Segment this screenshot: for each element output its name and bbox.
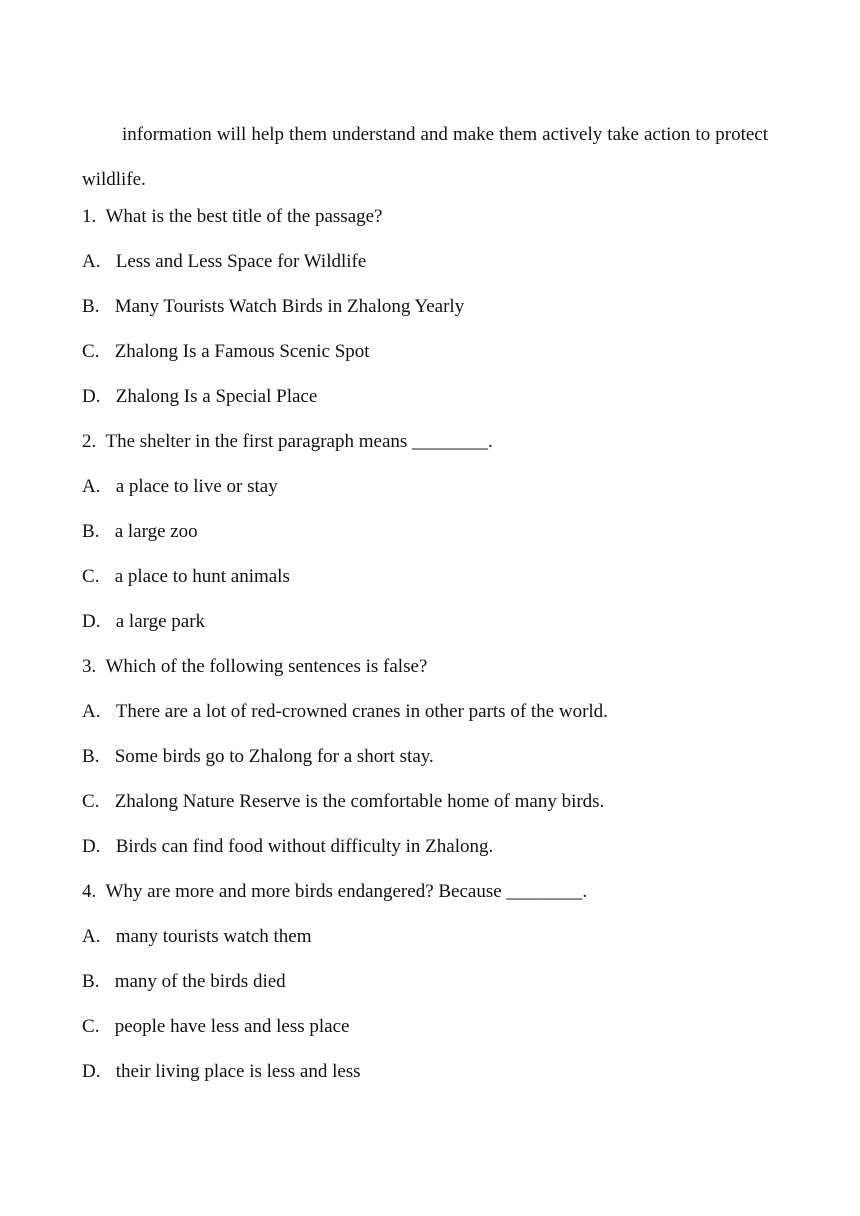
q4-option-d: D. their living place is less and less	[82, 1057, 361, 1087]
intro-paragraph: information will help them understand and make them actively take action to protect wildlife.	[82, 124, 768, 190]
option-text: Many Tourists Watch Birds in Zhalong Yearly	[114, 296, 465, 317]
q4-option-c: C. people have less and less place	[82, 1012, 349, 1042]
option-letter: A	[82, 701, 96, 722]
question-1: 1. What is the best title of the passage?	[82, 202, 383, 232]
option-letter: D	[82, 1061, 96, 1082]
option-text: people have less and less place	[114, 1016, 350, 1037]
q1-option-c: C. Zhalong Is a Famous Scenic Spot	[82, 337, 370, 367]
option-letter: C	[82, 1016, 95, 1037]
q1-option-a: A. Less and Less Space for Wildlife	[82, 247, 366, 277]
question-text: What is the best title of the passage?	[105, 206, 383, 227]
question-2: 2. The shelter in the first paragraph means ________.	[82, 427, 493, 457]
option-text: their living place is less and less	[115, 1061, 361, 1082]
q2-option-b: B. a large zoo	[82, 517, 198, 547]
question-text: Which of the following sentences is false?	[105, 656, 428, 677]
option-letter: C	[82, 566, 95, 587]
option-text: There are a lot of red-crowned cranes in other parts of the world.	[115, 701, 608, 722]
q3-option-a: A. There are a lot of red-crowned cranes in other parts of the world.	[82, 697, 608, 727]
q3-option-d: D. Birds can find food without difficulty in Zhalong.	[82, 832, 493, 862]
option-letter: B	[82, 296, 95, 317]
option-letter: B	[82, 521, 95, 542]
option-letter: C	[82, 341, 95, 362]
q2-option-a: A. a place to live or stay	[82, 472, 278, 502]
option-letter: A	[82, 476, 96, 497]
option-letter: D	[82, 386, 96, 407]
question-number: 3	[82, 656, 92, 677]
option-text: many tourists watch them	[115, 926, 312, 947]
q3-option-c: C. Zhalong Nature Reserve is the comfortable home of many birds.	[82, 787, 604, 817]
q1-option-d: D. Zhalong Is a Special Place	[82, 382, 317, 412]
question-4: 4. Why are more and more birds endangered? Because ________.	[82, 877, 587, 907]
option-text: Zhalong Is a Famous Scenic Spot	[114, 341, 370, 362]
option-text: Some birds go to Zhalong for a short stay.	[114, 746, 434, 767]
q2-option-d: D. a large park	[82, 607, 205, 637]
question-number: 2	[82, 431, 92, 452]
q4-option-a: A. many tourists watch them	[82, 922, 312, 952]
option-letter: A	[82, 251, 96, 272]
q4-option-b: B. many of the birds died	[82, 967, 286, 997]
option-letter: B	[82, 971, 95, 992]
option-text: Zhalong Is a Special Place	[115, 386, 318, 407]
option-text: a place to hunt animals	[114, 566, 290, 587]
option-text: Less and Less Space for Wildlife	[115, 251, 367, 272]
option-letter: B	[82, 746, 95, 767]
option-text: Birds can find food without difficulty in Zhalong.	[115, 836, 494, 857]
option-text: Zhalong Nature Reserve is the comfortable home of many birds.	[114, 791, 605, 812]
option-letter: A	[82, 926, 96, 947]
q2-option-c: C. a place to hunt animals	[82, 562, 290, 592]
option-letter: D	[82, 611, 96, 632]
option-text: many of the birds died	[114, 971, 286, 992]
q1-option-b: B. Many Tourists Watch Birds in Zhalong Yearly	[82, 292, 464, 322]
question-text: The shelter in the first paragraph means ________.	[105, 431, 493, 452]
question-3: 3. Which of the following sentences is false?	[82, 652, 427, 682]
option-text: a place to live or stay	[115, 476, 278, 497]
q3-option-b: B. Some birds go to Zhalong for a short stay.	[82, 742, 434, 772]
question-text: Why are more and more birds endangered? Because ________.	[105, 881, 588, 902]
option-text: a large zoo	[114, 521, 198, 542]
option-text: a large park	[115, 611, 206, 632]
question-number: 1	[82, 206, 92, 227]
option-letter: C	[82, 791, 95, 812]
question-number: 4	[82, 881, 92, 902]
option-letter: D	[82, 836, 96, 857]
